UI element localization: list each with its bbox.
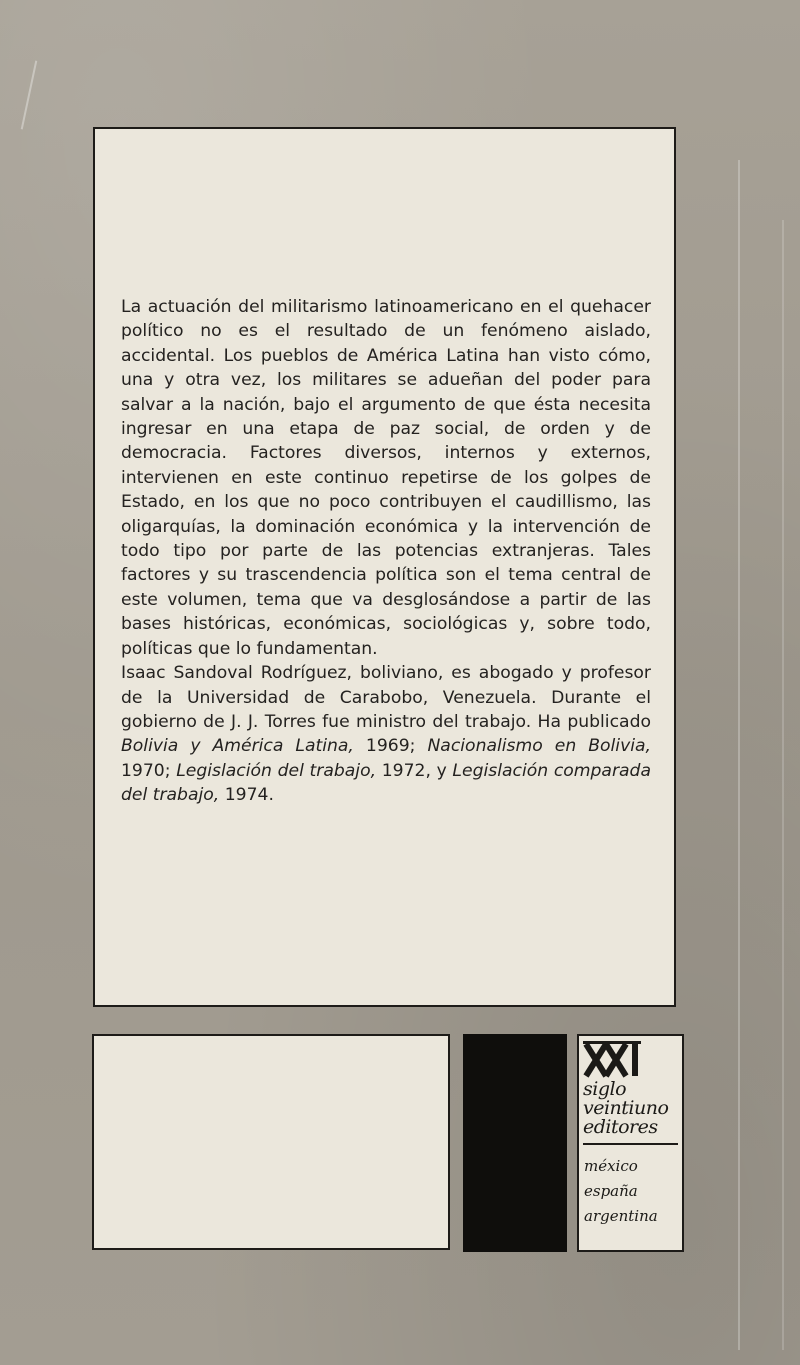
publication-year: 1969;	[353, 736, 428, 757]
publisher-name	[583, 1080, 668, 1137]
blurb-paragraph-summary: La actuación del militarismo latinoamericano en el quehacer político no es el resultado de un fenómeno aislado, accidental. Los pueblos de América Latina han visto cómo, una y otra vez, los militares se adueñan del poder para salvar a la nación, bajo el argumento de que ésta necesita ingresar en una etapa de paz social, de orden y de democracia. Factores diversos, internos y externos, intervienen en este continuo repetirse de los golpes de Estado, en los que no poco contribuyen el caudillismo, las oligarquías, la dominación económica y la intervención de todo tipo por parte de las potencias extranjeras. Tales factores y su trascendencia política son el tema central de este volumen, tema que va desglosándose a partir de las bases históricas, económicas, sociológicas y, sobre todo, políticas que lo fundamentan.	[121, 297, 651, 659]
publisher-logo	[583, 1041, 643, 1079]
author-bio-text: Isaac Sandoval Rodríguez, boliviano, es abogado y profesor de la Universidad de Carabobo, Venezuela. Durante el gobierno de J. J. Torres fue ministro del trabajo. Ha publicado	[121, 663, 651, 732]
publication-title: Bolivia y América Latina,	[121, 736, 354, 757]
cover-crease	[738, 160, 740, 1350]
publisher-name-line: siglo	[583, 1078, 627, 1100]
divider	[583, 1143, 678, 1145]
publication-title: Legislación comparada del trabajo,	[121, 760, 652, 806]
publication-year: 1974.	[219, 785, 274, 806]
publication-year: 1970;	[121, 760, 177, 781]
cover-scratch	[21, 61, 38, 130]
publication-year: 1972, y	[376, 760, 453, 781]
blurb-text	[121, 295, 651, 808]
publisher-cities	[584, 1154, 658, 1229]
city-label: españa	[584, 1182, 638, 1200]
publication-title: Legislación del trabajo,	[176, 760, 377, 781]
publisher-imprint	[577, 1034, 684, 1252]
black-block	[463, 1034, 567, 1252]
publication-title: Nacionalismo en Bolivia,	[427, 736, 652, 757]
cover-crease	[782, 220, 784, 1350]
city-label: argentina	[584, 1207, 658, 1225]
city-label: méxico	[584, 1157, 638, 1175]
blurb-panel	[93, 127, 676, 1007]
blurb-paragraph-author	[121, 661, 651, 807]
publisher-name-line: editores	[583, 1116, 658, 1138]
publisher-name-line: veintiuno	[583, 1097, 669, 1119]
blank-panel	[92, 1034, 450, 1250]
